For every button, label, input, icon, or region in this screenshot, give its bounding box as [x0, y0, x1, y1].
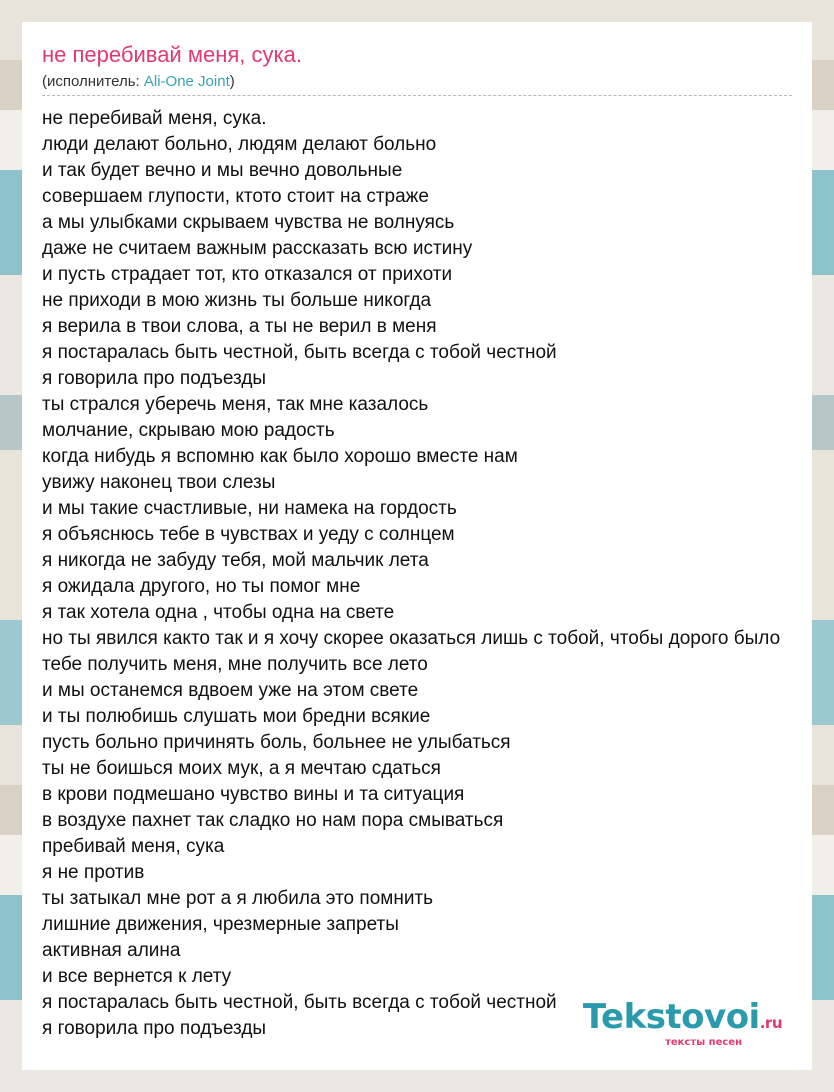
- lyric-line: я верила в твои слова, а ты не верил в меня: [42, 316, 437, 337]
- lyric-line: люди делают больно, людям делают больно: [42, 134, 437, 155]
- lyric-line: в крови подмешано чувство вины и та ситуация: [42, 784, 465, 805]
- logo-tld: .ru: [759, 1014, 782, 1032]
- lyric-line: и мы останемся вдвоем уже на этом свете: [42, 680, 419, 701]
- lyric-line: и пусть страдает тот, кто отказался от прихоти: [42, 264, 453, 285]
- lyric-line: в воздухе пахнет так сладко но нам пора смываться: [42, 810, 504, 831]
- lyric-line: пусть больно причинять боль, больнее не улыбаться: [42, 732, 511, 753]
- site-logo[interactable]: [583, 999, 782, 1048]
- artist-prefix: (исполнитель:: [42, 73, 144, 90]
- lyric-line: и так будет вечно и мы вечно довольные: [42, 160, 403, 181]
- lyric-line: я ожидала другого, но ты помог мне: [42, 576, 361, 597]
- lyric-line: и все вернется к лету: [42, 966, 232, 987]
- lyric-line: я не против: [42, 862, 145, 883]
- lyric-line: а мы улыбками скрываем чувства не волнуясь: [42, 212, 455, 233]
- lyrics-card: [22, 22, 812, 1070]
- lyric-line: ты затыкал мне рот а я любила это помнить: [42, 888, 434, 909]
- title-divider: [42, 95, 792, 96]
- logo-wordmark: [583, 999, 782, 1041]
- lyric-line: но ты явился както так и я хочу скорее оказаться лишь с тобой, чтобы дорого было: [42, 628, 781, 649]
- lyric-line: я постаралась быть честной, быть всегда с тобой честной: [42, 342, 557, 363]
- lyric-line: я никогда не забуду тебя, мой мальчик лета: [42, 550, 429, 571]
- lyrics-list: [42, 106, 792, 1042]
- lyric-line: лишние движения, чрезмерные запреты: [42, 914, 399, 935]
- lyric-line: даже не считаем важным рассказать всю истину: [42, 238, 473, 259]
- lyric-line: я так хотела одна , чтобы одна на свете: [42, 602, 395, 623]
- lyric-line: и мы такие счастливые, ни намека на гордость: [42, 498, 457, 519]
- lyric-line: тебе получить меня, мне получить все лето: [42, 654, 428, 675]
- lyric-line: и ты полюбишь слушать мои бредни всякие: [42, 706, 431, 727]
- lyric-line: активная алина: [42, 940, 181, 961]
- lyric-line: я говорила про подъезды: [42, 1018, 267, 1039]
- logo-tagline: тексты песен: [665, 1037, 742, 1048]
- song-title: не перебивай меня, сука.: [42, 42, 302, 67]
- lyric-line: я говорила про подъезды: [42, 368, 267, 389]
- lyric-line: ты не боишься моих мук, а я мечтаю сдаться: [42, 758, 441, 779]
- lyric-line: я постаралась быть честной, быть всегда с тобой честной: [42, 992, 557, 1013]
- lyric-line: увижу наконец твои слезы: [42, 472, 276, 493]
- lyric-line: не приходи в мою жизнь ты больше никогда: [42, 290, 432, 311]
- lyric-line: ты стрался уберечь меня, так мне казалось: [42, 394, 429, 415]
- lyric-line: когда нибудь я вспомню как было хорошо вместе нам: [42, 446, 518, 467]
- lyric-line: молчание, скрываю мою радость: [42, 420, 335, 441]
- logo-name: Tekstovoi: [582, 997, 760, 1037]
- artist-line: [42, 72, 792, 92]
- lyric-line: пребивай меня, сука: [42, 836, 225, 857]
- lyric-line: совершаем глупости, ктото стоит на страже: [42, 186, 429, 207]
- lyric-line: не перебивай меня, сука.: [42, 108, 267, 129]
- artist-suffix: ): [229, 73, 235, 90]
- artist-link[interactable]: Ali-One Joint: [143, 73, 230, 90]
- lyric-line: я объяснюсь тебе в чувствах и уеду с солнцем: [42, 524, 455, 545]
